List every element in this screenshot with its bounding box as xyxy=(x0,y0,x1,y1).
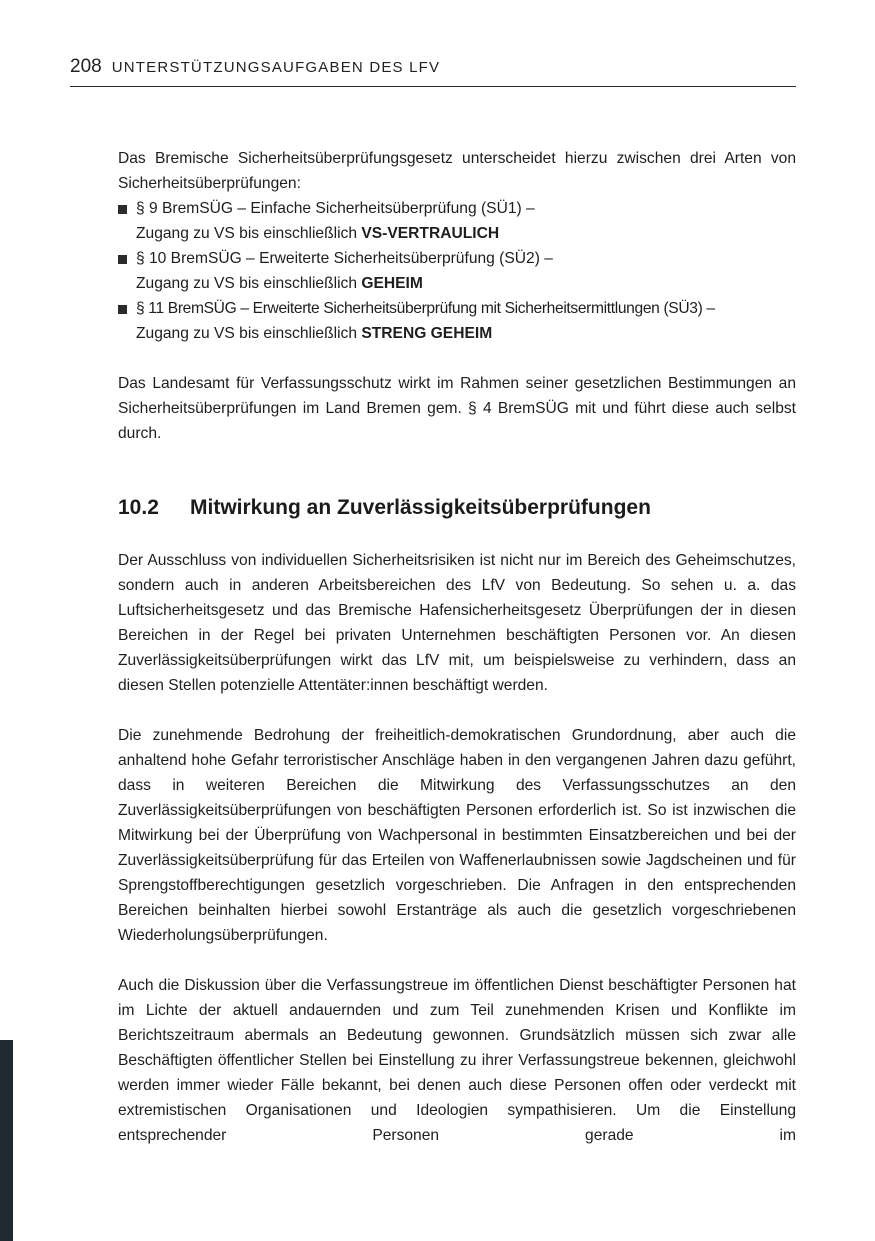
square-bullet-icon xyxy=(118,205,127,214)
bullet-line-1: § 9 BremSÜG – Einfache Sicherheitsüberprüfung (SÜ1) – xyxy=(136,200,535,217)
classification-level: GEHEIM xyxy=(361,275,423,292)
body-paragraph: Der Ausschluss von individuellen Sicherheitsrisiken ist nicht nur im Bereich des Geheimschutzes, sondern auch in anderen Arbeitsbereichen des LfV von Bedeutung. So sehen u. a. das Luftsicherheitsgesetz und das Bremische Hafensicherheitsgesetz Überprüfungen der in diesen Bereichen in der Regel bei privaten Unternehmen beschäftigten Personen vor. An diesen Zuverlässigkeitsüberprüfungen wirkt das LfV mit, um beispielsweise zu verhindern, dass an diesen Stellen potenzielle Attentäter:innen beschäftigt werden. xyxy=(118,552,796,694)
section-heading xyxy=(118,494,796,522)
list-item xyxy=(118,246,796,296)
section-number: 10.2 xyxy=(118,496,159,519)
running-header xyxy=(70,56,796,87)
list-item xyxy=(118,296,796,346)
body-paragraph: Die zunehmende Bedrohung der freiheitlich-demokratischen Grundordnung, aber auch die anhaltend hohe Gefahr terroristischer Anschläge haben in den vergangenen Jahren dazu geführt, dass in weiteren Bereichen die Mitwirkung des Verfassungsschutzes an den Zuverlässigkeitsüberprüfungen von beschäftigten Personen erforderlich ist. So ist inzwischen die Mitwirkung bei der Überprüfung von Wachpersonal in bestimmten Einsatzbereichen und bei der Zuverlässigkeitsüberprüfung für das Erteilen von Waffenerlaubnissen sowie Jagdscheinen und für Sprengstoffberechtigungen gesetzlich vorgeschrieben. Die Anfragen in den entsprechenden Bereichen beinhalten hierbei sowohl Erstanträge als auch die gesetzlich vorgeschriebenen Wiederholungsüberprüfungen. xyxy=(118,727,796,944)
running-title: UNTERSTÜTZUNGSAUFGABEN DES LFV xyxy=(111,59,441,76)
classification-level: STRENG GEHEIM xyxy=(361,325,493,342)
page-number: 208 xyxy=(70,56,102,77)
section-title: Mitwirkung an Zuverlässigkeitsüberprüfungen xyxy=(190,496,651,519)
body-paragraph: Auch die Diskussion über die Verfassungstreue im öffentlichen Dienst beschäftigter Personen hat im Lichte der aktuell andauernden und zum Teil zunehmenden Krisen und Konflikte im Berichtszeitraum abermals an Bedeutung gewonnen. Grundsätzlich müssen sich zwar alle Beschäftigten öffentlicher Stellen bei Einstellung zu ihrer Verfassungstreue bekennen, gleichwohl werden immer wieder Fälle bekannt, bei denen auch diese Personen offen oder verdeckt mit extremistischen Organisationen und Ideologien sympathisieren. Um die Einstellung entsprechender Personen gerade im xyxy=(118,977,796,1144)
bullet-line-1: § 11 BremSÜG – Erweiterte Sicherheitsüberprüfung mit Sicherheitsermittlungen (SÜ3) – xyxy=(136,300,715,317)
classification-level: VS-VERTRAULICH xyxy=(361,225,500,242)
bullet-prefix: Zugang zu VS bis einschließlich xyxy=(136,275,362,292)
intro-paragraph: Das Bremische Sicherheitsüberprüfungsgesetz unterscheidet hierzu zwischen drei Arten von Sicherheitsüberprüfungen: xyxy=(118,150,796,192)
lfv-paragraph: Das Landesamt für Verfassungsschutz wirkt im Rahmen seiner gesetzlichen Bestimmungen an Sicherheitsüberprüfungen im Land Bremen gem. § 4 BremSÜG mit und führt diese auch selbst durch. xyxy=(118,375,796,442)
square-bullet-icon xyxy=(118,255,127,264)
list-item xyxy=(118,196,796,246)
bullet-prefix: Zugang zu VS bis einschließlich xyxy=(136,225,362,242)
chapter-edge-marker xyxy=(0,1040,13,1241)
bullet-line-2 xyxy=(136,271,796,296)
square-bullet-icon xyxy=(118,305,127,314)
bullet-list xyxy=(118,196,796,346)
bullet-prefix: Zugang zu VS bis einschließlich xyxy=(136,325,362,342)
bullet-line-1: § 10 BremSÜG – Erweiterte Sicherheitsüberprüfung (SÜ2) – xyxy=(136,250,553,267)
bullet-line-2 xyxy=(136,221,796,246)
bullet-line-2 xyxy=(136,321,796,346)
page-body xyxy=(118,146,796,1148)
